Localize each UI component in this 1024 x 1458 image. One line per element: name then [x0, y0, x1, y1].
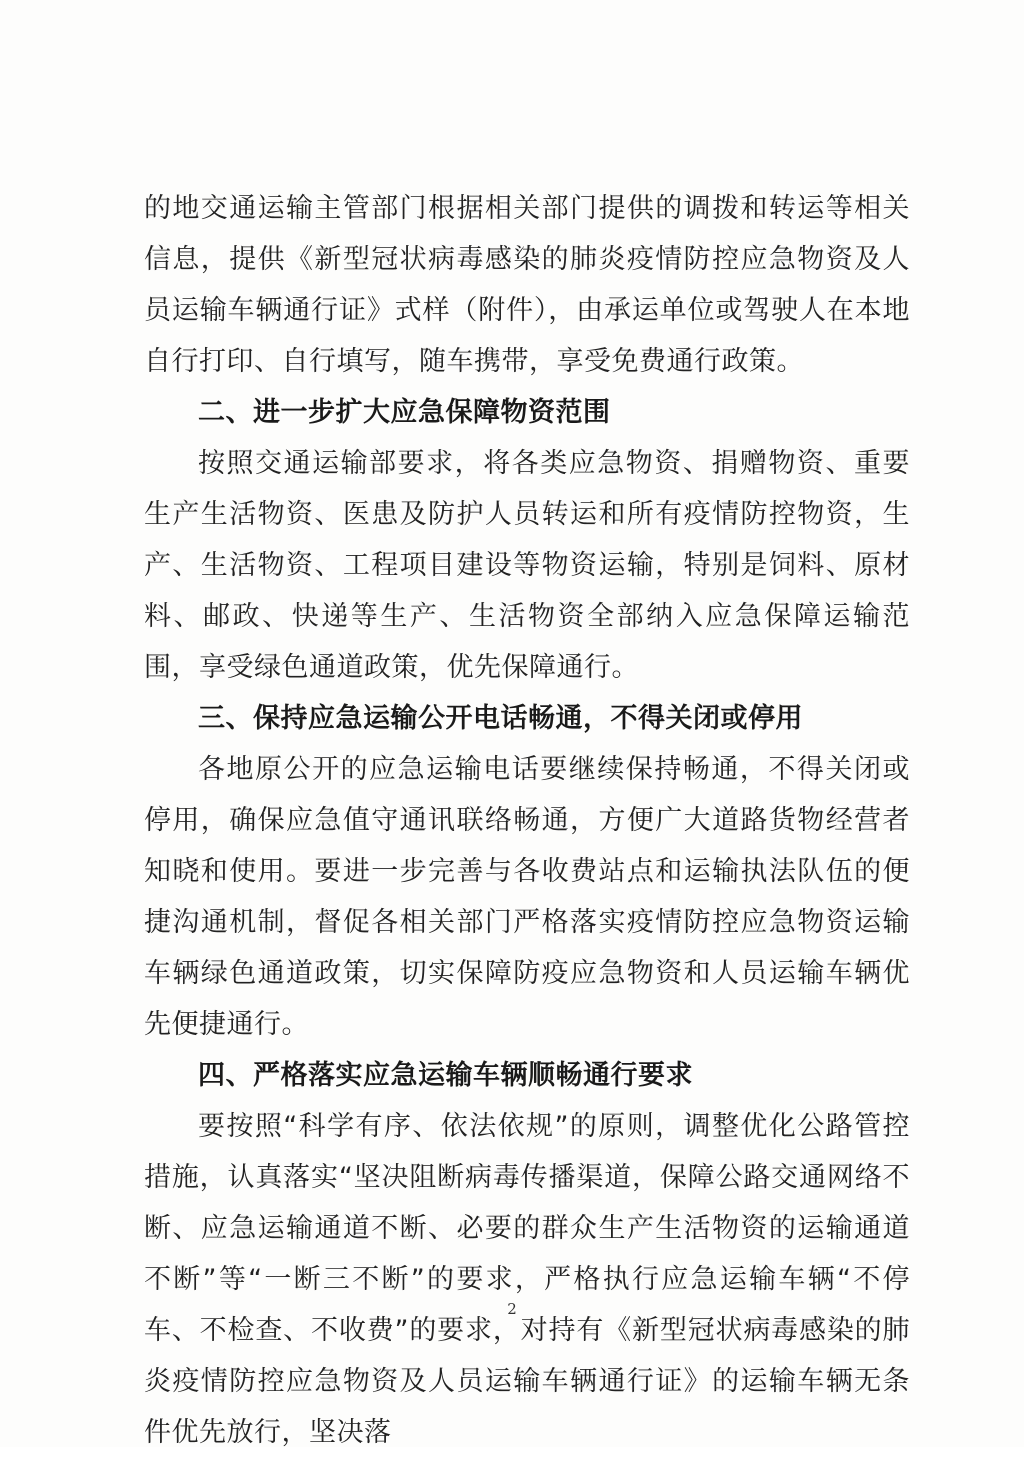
- paragraph-section-4: 要按照“科学有序、依法依规”的原则，调整优化公路管控措施，认真落实“坚决阻断病毒传播渠道，保障公路交通网络不断、应急运输通道不断、必要的群众生产生活物资的运输通道不断”等“一断三不断”的要求，严格执行应急运输车辆“不停车、不检查、不收费”的要求，对持有《新型冠状病毒感染的肺炎疫情防控应急物资及人员运输车辆通行证》的运输车辆无条件优先放行，坚决落: [144, 1111, 910, 1448]
- section-heading-3: 三、保持应急运输公开电话畅通，不得关闭或停用: [198, 703, 803, 734]
- section-heading-4: 四、严格落实应急运输车辆顺畅通行要求: [198, 1060, 693, 1091]
- paragraph-continuation: 的地交通运输主管部门根据相关部门提供的调拨和转运等相关信息，提供《新型冠状病毒感染的肺炎疫情防控应急物资及人员运输车辆通行证》式样（附件），由承运单位或驾驶人在本地自行打印、自行填写，随车携带，享受免费通行政策。: [144, 193, 910, 377]
- paragraph-section-2: 按照交通运输部要求，将各类应急物资、捐赠物资、重要生产生活物资、医患及防护人员转运和所有疫情防控物资，生产、生活物资、工程项目建设等物资运输，特别是饲料、原材料、邮政、快递等生产、生活物资全部纳入应急保障运输范围，享受绿色通道政策，优先保障通行。: [144, 448, 910, 683]
- document-body: [144, 183, 910, 1458]
- paragraph-section-3: 各地原公开的应急运输电话要继续保持畅通，不得关闭或停用，确保应急值守通讯联络畅通，方便广大道路货物经营者知晓和使用。要进一步完善与各收费站点和运输执法队伍的便捷沟通机制，督促各相关部门严格落实疫情防控应急物资运输车辆绿色通道政策，切实保障防疫应急物资和人员运输车辆优先便捷通行。: [144, 754, 910, 1040]
- page-number: 2: [507, 1300, 517, 1318]
- section-heading-2: 二、进一步扩大应急保障物资范围: [198, 397, 611, 428]
